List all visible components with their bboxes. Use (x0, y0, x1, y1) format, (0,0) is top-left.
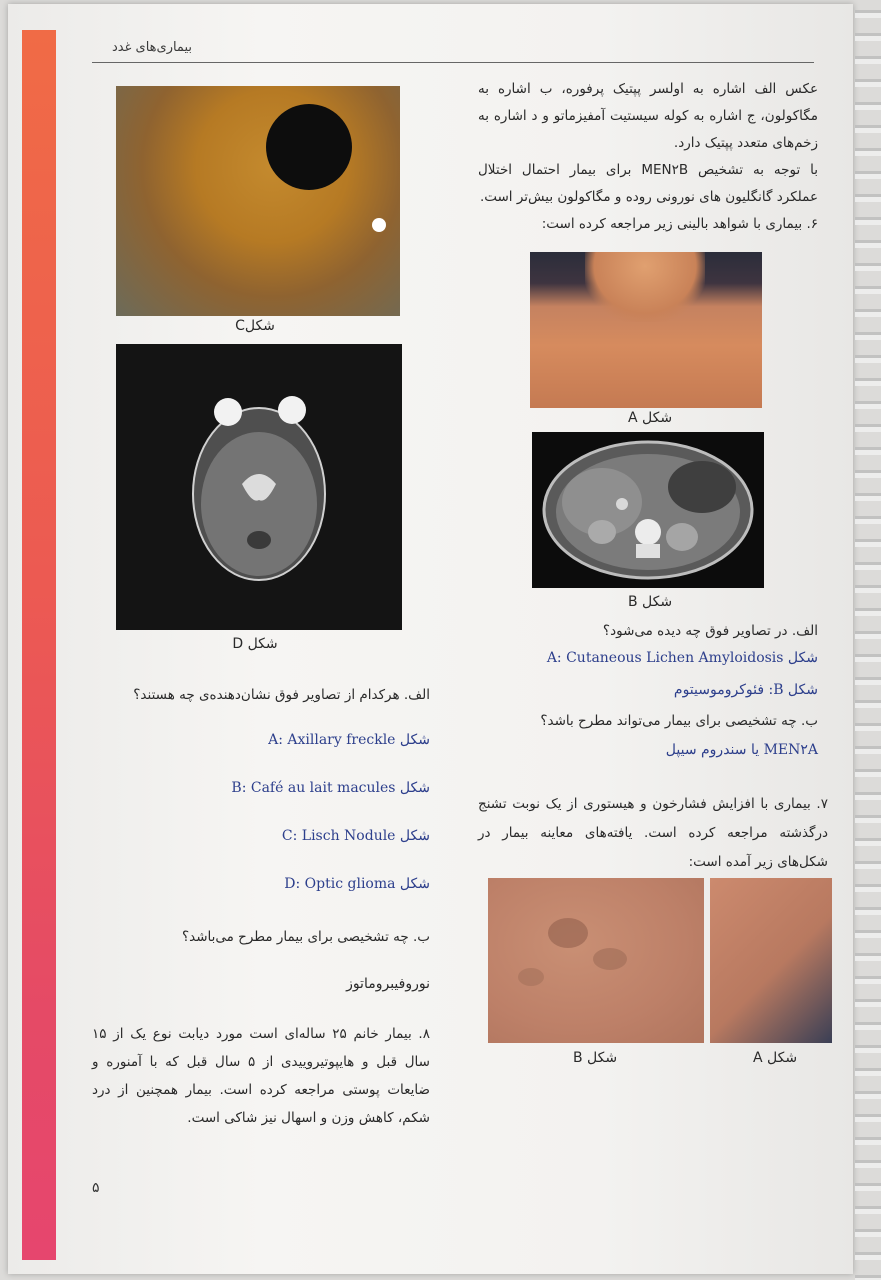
question-6a: الف. در تصاویر فوق چه دیده می‌شود؟ (602, 623, 818, 639)
figure-ct-scan (532, 432, 764, 588)
page-number: ۵ (92, 1180, 100, 1196)
page-edge-color-bar (22, 30, 56, 1260)
answer-7-b: شکل B: Café au lait macules (231, 780, 430, 796)
question-6: ۶. بیماری با شواهد بالینی زیر مراجعه کرده است: (541, 216, 818, 232)
answer-7-a: شکل A: Axillary freckle (268, 732, 430, 748)
question-7b: ب. چه تشخیصی برای بیمار مطرح می‌باشد؟ (181, 929, 430, 945)
answer-6-diagnosis: MEN۲A یا سندروم سیپل (665, 742, 818, 758)
answer-6-a: شکل A: Cutaneous Lichen Amyloidosis (546, 650, 818, 666)
figure-c-label: شکلC (235, 318, 275, 334)
question-7a: الف. هرکدام از تصاویر فوق نشان‌دهنده‌ی چه هستند؟ (133, 687, 430, 703)
figure-cafe-au-lait (488, 878, 704, 1043)
question-8: ۸. بیمار خانم ۲۵ ساله‌ای است مورد دیابت نوع یک از ۱۵ سال قبل و هایپوتیروییدی از ۵ سال قبل که با آمنوره و ضایعات پوستی مراجعه کرده است. بیمار همچنین از درد شکم، کاهش وزن و اسهال نیز شاکی است. (92, 1026, 430, 1126)
question-7: ۷. بیماری با افزایش فشارخون و هیستوری از یک نوبت تشنج درگذشته مراجعه کرده است. یافته‌های معاینه بیمار در شکل‌های زیر آمده است: (478, 796, 828, 870)
answer-6-b: شکل B: فئوکروموسیتوم (673, 682, 818, 698)
figure-neck-skin (530, 252, 762, 408)
figure-axillary-freckle (710, 878, 832, 1043)
intro-paragraph: عکس الف اشاره به اولسر پپتیک پرفوره، ب اشاره به مگاکولون، ج اشاره به کوله سیستیت آمفیزماتو و د اشاره به زخم‌های متعدد پپتیک دارد. (478, 81, 818, 151)
figure-d-label: شکل D (232, 636, 278, 652)
question-6b: ب. چه تشخیصی برای بیمار می‌تواند مطرح باشد؟ (540, 713, 818, 729)
figure-iris-lisch (116, 86, 400, 316)
answer-7-diagnosis: نوروفیبروماتوز (346, 976, 430, 992)
figure-a-label: شکل A (627, 410, 673, 426)
answer-7-d: شکل D: Optic glioma (284, 876, 430, 892)
figure-mri-optic-glioma (116, 344, 402, 630)
q7-figure-a-label: شکل A (752, 1050, 798, 1066)
figure-b-label: شکل B (627, 594, 673, 610)
answer-7-c: شکل C: Lisch Nodule (281, 828, 430, 844)
header-rule (92, 62, 814, 63)
spiral-binding (855, 0, 881, 1280)
header-title: بیماری‌های غدد (111, 40, 192, 55)
men2b-paragraph: با توجه به تشخیص MEN۲B برای بیمار احتمال اختلال عملکرد گانگلیون های نورونی روده و مگاکولون بیش‌تر است. (478, 162, 818, 205)
q7-figure-b-label: شکل B (572, 1050, 618, 1066)
